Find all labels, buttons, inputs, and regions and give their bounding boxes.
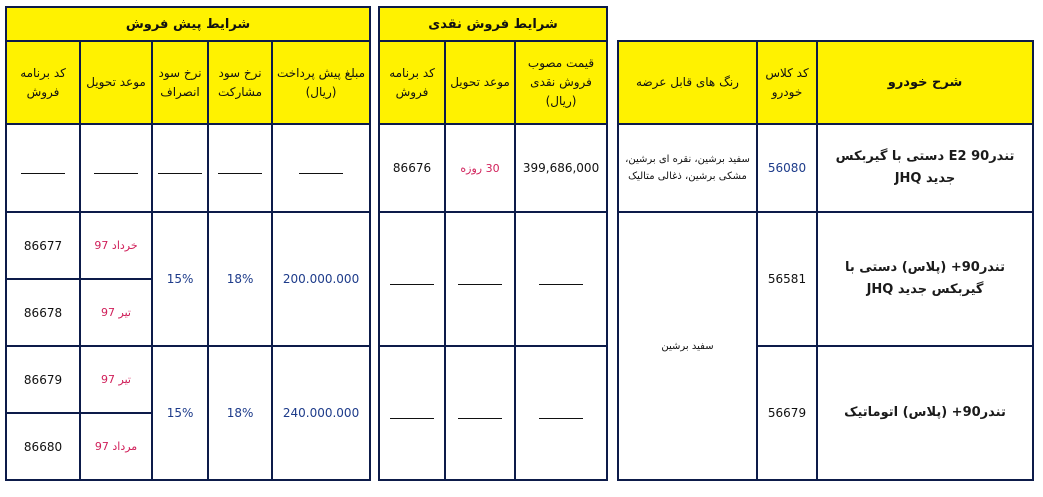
presale-title: شرایط پیش فروش xyxy=(6,7,370,41)
header-participation-rate: نرخ سود مشارکت xyxy=(208,41,272,124)
empty-cell xyxy=(379,212,445,346)
header-description: شرح خودرو xyxy=(817,41,1033,124)
header-delivery: موعد تحویل xyxy=(80,41,152,124)
empty-cell xyxy=(445,346,515,480)
program-code-value: 86677 xyxy=(6,212,80,279)
prepayment-value: 240.000.000 xyxy=(272,346,370,480)
class-code-value: 56080 xyxy=(757,124,817,212)
header-program-code: کد برنامه فروش xyxy=(6,41,80,124)
empty-cell xyxy=(272,124,370,212)
header-class-code: کد کلاس خودرو xyxy=(757,41,817,124)
cash-title: شرایط فروش نقدی xyxy=(379,7,607,41)
program-code-value: 86676 xyxy=(379,124,445,212)
empty-cell xyxy=(445,212,515,346)
participation-rate-value: 18% xyxy=(208,212,272,346)
header-program-code: کد برنامه فروش xyxy=(379,41,445,124)
withdraw-rate-value: 15% xyxy=(152,212,208,346)
header-prepayment: مبلغ پیش پرداخت (ریال) xyxy=(272,41,370,124)
cash-table xyxy=(378,6,608,481)
shared-colors-value: سفید برشین xyxy=(618,212,757,480)
delivery-value: خرداد 97 xyxy=(80,212,152,279)
empty-cell xyxy=(6,124,80,212)
price-value: 399,686,000 xyxy=(515,124,607,212)
withdraw-rate-value: 15% xyxy=(152,346,208,480)
class-code-value: 56581 xyxy=(757,212,817,346)
empty-cell xyxy=(515,346,607,480)
colors-value: سفید برشین، نقره ای برشین، مشکی برشین، ذغالی متالیک xyxy=(618,124,757,212)
car-description: تندر90 E2 دستی با گیربکس جدید JHQ xyxy=(817,124,1033,212)
prepayment-value: 200.000.000 xyxy=(272,212,370,346)
class-code-value: 56679 xyxy=(757,346,817,480)
empty-cell xyxy=(152,124,208,212)
delivery-value: 30 روزه xyxy=(445,124,515,212)
program-code-value: 86679 xyxy=(6,346,80,413)
program-code-value: 86680 xyxy=(6,413,80,480)
delivery-value: تیر 97 xyxy=(80,279,152,346)
delivery-value: تیر 97 xyxy=(80,346,152,413)
car-description: تندر90+ (پلاس) دستی با گیربکس جدید JHQ xyxy=(817,212,1033,346)
header-price: قیمت مصوب فروش نقدی (ریال) xyxy=(515,41,607,124)
empty-cell xyxy=(379,346,445,480)
header-delivery: موعد تحویل xyxy=(445,41,515,124)
header-withdraw-rate: نرخ سود انصراف xyxy=(152,41,208,124)
delivery-value: مرداد 97 xyxy=(80,413,152,480)
participation-rate-value: 18% xyxy=(208,346,272,480)
car-description: تندر90+ (پلاس) اتوماتیک xyxy=(817,346,1033,480)
program-code-value: 86678 xyxy=(6,279,80,346)
empty-cell xyxy=(80,124,152,212)
empty-cell xyxy=(208,124,272,212)
header-colors: رنگ های قابل عرضه xyxy=(618,41,757,124)
empty-cell xyxy=(515,212,607,346)
car-table xyxy=(617,40,1034,481)
presale-table xyxy=(5,6,371,481)
